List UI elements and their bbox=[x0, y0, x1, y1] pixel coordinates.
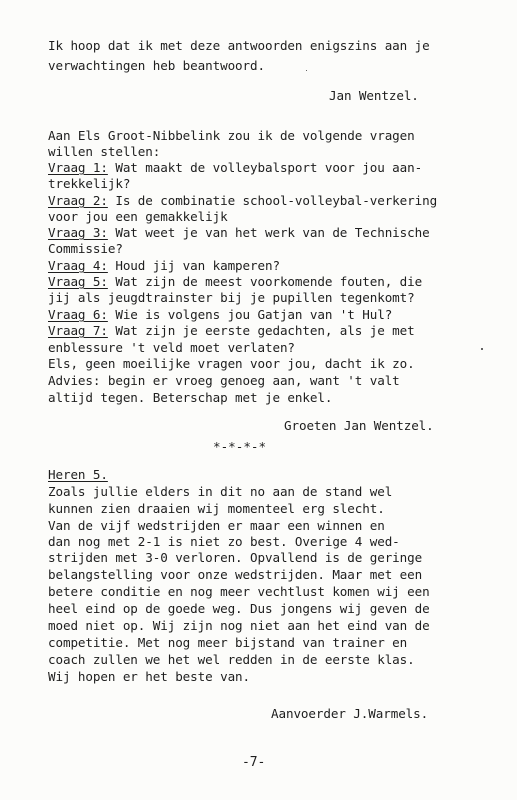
heren-line-10: competitie. Met nog meer bijstand van trainer en bbox=[48, 635, 408, 650]
question-5-label: Vraag 5: bbox=[48, 274, 108, 289]
question-6-label: Vraag 6: bbox=[48, 307, 108, 322]
question-5-text: Wat zijn de meest voorkomende fouten, die bbox=[107, 274, 423, 289]
question-5-continuation: jij als jeugdtrainster bij je pupillen tegenkomt? bbox=[48, 290, 415, 305]
question-2-label: Vraag 2: bbox=[48, 193, 108, 208]
question-2-continuation: voor jou een gemakkelijk bbox=[48, 209, 228, 224]
heren-heading: Heren 5. bbox=[48, 467, 108, 482]
heren-signature: Aanvoerder J.Warmels. bbox=[271, 706, 429, 721]
heren-line-4: dan nog met 2-1 is niet zo best. Overige 4 wed- bbox=[48, 534, 400, 549]
question-7 bbox=[48, 323, 415, 339]
heren-line-8: heel eind op de goede weg. Dus jongens wij geven de bbox=[48, 601, 430, 616]
ink-speck bbox=[306, 70, 307, 71]
page-number: -7- bbox=[242, 755, 266, 770]
intro-line-2: verwachtingen heb beantwoord. bbox=[48, 58, 265, 73]
question-3-text: Wat weet je van het werk van de Technische bbox=[107, 225, 430, 240]
question-2-text: Is de combinatie school-volleybal-verkering bbox=[107, 193, 438, 208]
closing-line-3: altijd tegen. Beterschap met je enkel. bbox=[48, 390, 333, 405]
questions-intro-line-1: Aan Els Groot-Nibbelink zou ik de volgende vragen bbox=[48, 128, 415, 143]
question-6-text: Wie is volgens jou Gatjan van 't Hul? bbox=[107, 307, 393, 322]
question-5 bbox=[48, 274, 422, 290]
question-1 bbox=[48, 160, 422, 176]
questions-signature: Groeten Jan Wentzel. bbox=[284, 418, 434, 433]
heren-line-7: betere conditie en nog meer vechtlust komen wij een bbox=[48, 584, 430, 599]
question-7-text: Wat zijn je eerste gedachten, als je met bbox=[107, 323, 415, 338]
question-4-text: Houd jij van kamperen? bbox=[107, 258, 280, 273]
intro-signature: Jan Wentzel. bbox=[329, 88, 419, 103]
ink-speck bbox=[481, 348, 483, 350]
question-6 bbox=[48, 307, 392, 323]
question-1-continuation: trekkelijk? bbox=[48, 176, 131, 191]
question-7-label: Vraag 7: bbox=[48, 323, 108, 338]
questions-intro-line-2: willen stellen: bbox=[48, 144, 161, 159]
question-4 bbox=[48, 258, 280, 274]
heren-line-6: belangstelling voor onze wedstrijden. Maar met een bbox=[48, 567, 423, 582]
question-4-label: Vraag 4: bbox=[48, 258, 108, 273]
heren-line-2: kunnen zien draaien wij momenteel erg slecht. bbox=[48, 501, 385, 516]
heren-line-12: Wij hopen er het beste van. bbox=[48, 669, 251, 684]
closing-line-1: Els, geen moeilijke vragen voor jou, dacht ik zo. bbox=[48, 356, 415, 371]
question-7-continuation: enblessure 't veld moet verlaten? bbox=[48, 340, 295, 355]
heren-line-9: moed niet op. Wij zijn nog niet aan het eind van de bbox=[48, 618, 430, 633]
question-3 bbox=[48, 225, 430, 241]
heren-line-11: coach zullen we het wel redden in de eerste klas. bbox=[48, 652, 415, 667]
heren-line-5: strijden met 3-0 verloren. Opvallend is de geringe bbox=[48, 550, 423, 565]
closing-line-2: Advies: begin er vroeg genoeg aan, want 't valt bbox=[48, 373, 400, 388]
question-1-label: Vraag 1: bbox=[48, 160, 108, 175]
heren-line-1: Zoals jullie elders in dit no aan de stand wel bbox=[48, 484, 393, 499]
question-3-label: Vraag 3: bbox=[48, 225, 108, 240]
intro-line-1: Ik hoop dat ik met deze antwoorden enigszins aan je bbox=[48, 38, 430, 53]
question-3-continuation: Commissie? bbox=[48, 241, 123, 256]
heren-line-3: Van de vijf wedstrijden er maar een winnen en bbox=[48, 518, 385, 533]
question-2 bbox=[48, 193, 437, 209]
question-1-text: Wat maakt de volleybalsport voor jou aan- bbox=[107, 160, 423, 175]
section-separator: *-*-*-* bbox=[213, 439, 267, 454]
